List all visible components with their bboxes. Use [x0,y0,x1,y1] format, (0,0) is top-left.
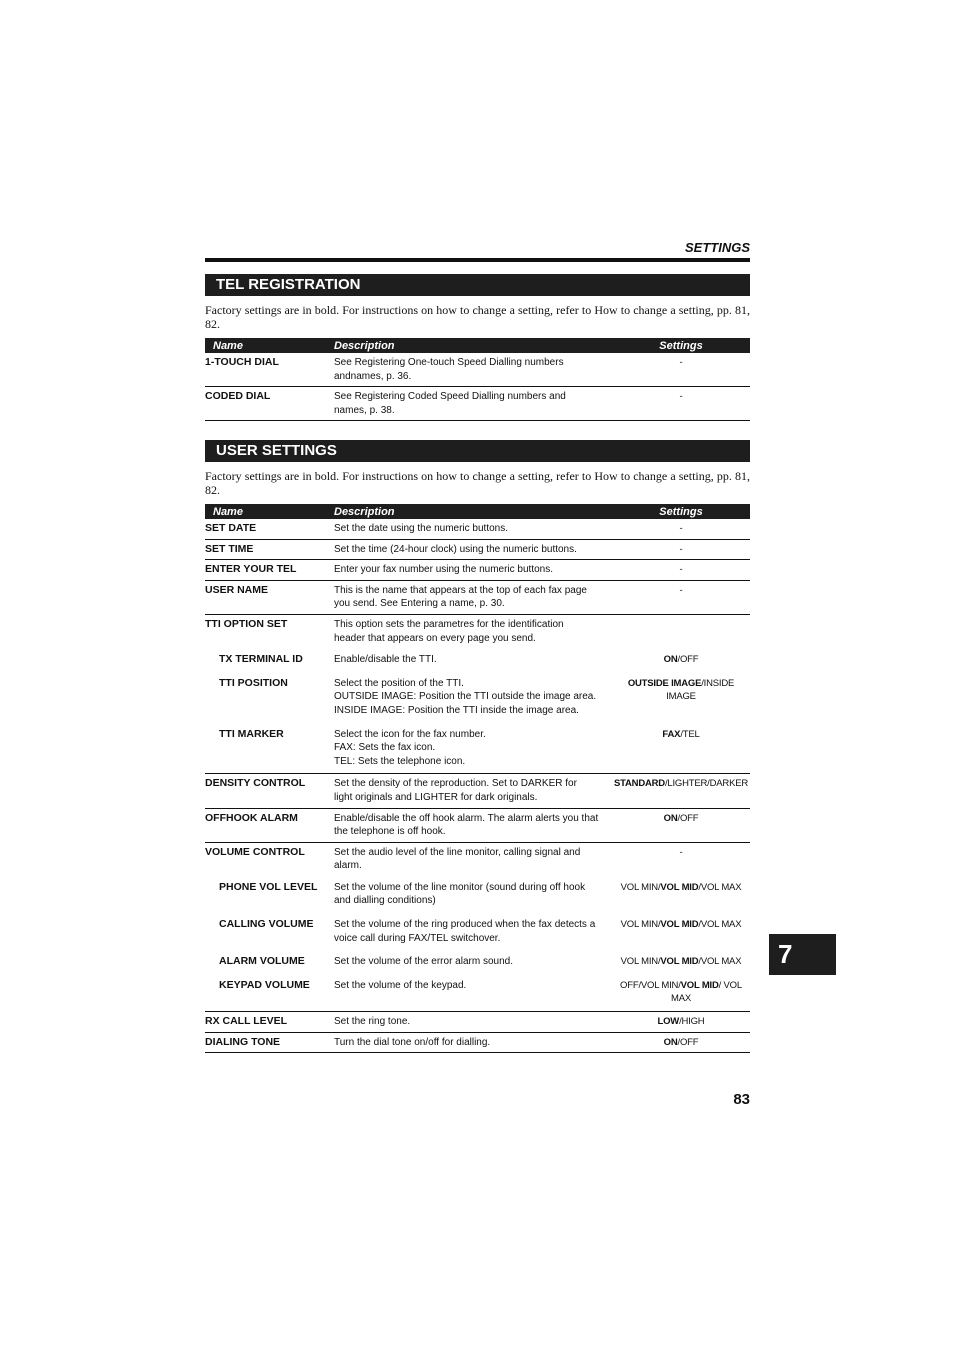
description-line: TEL: Sets the telephone icon. [334,755,466,767]
chapter-tab: 7 [769,934,836,975]
table-row [205,950,750,974]
setting-values [612,539,750,560]
column-header-settings: Settings [612,338,750,353]
setting-values [612,913,750,950]
description-line: Set the volume of the keypad. [334,979,467,991]
description-line: andnames, p. 36. [334,370,412,382]
setting-description [334,808,612,842]
setting-option: VOL MIN/ [620,956,661,968]
table-row [205,1012,750,1033]
description-line: alarm. [334,860,362,872]
setting-name: 1-TOUCH DIAL [205,353,334,387]
setting-name: DENSITY CONTROL [205,774,334,808]
setting-name: CALLING VOLUME [219,918,314,931]
factory-default-value: VOL MID [660,956,699,968]
setting-values [612,842,750,876]
table-row [205,774,750,808]
factory-default-value: STANDARD [613,778,665,790]
column-header-description: Description [334,338,612,353]
setting-option: - [679,357,683,368]
setting-name: RX CALL LEVEL [205,1012,334,1033]
description-line: Enable/disable the TTI. [334,654,437,666]
table-row [205,560,750,581]
setting-description [334,723,612,774]
setting-option: - [679,543,683,555]
table-row [205,974,750,1012]
description-line: Set the audio level of the line monitor, calling signal and [334,846,581,858]
setting-description [334,774,612,808]
description-line: names, p. 38. [334,404,395,416]
section-intro: Factory settings are in bold. For instructions on how to change a setting, refer to How to change a setting, pp. 81, 82. [205,303,750,331]
setting-option: VOL MIN/ [620,919,661,931]
setting-values [612,774,750,808]
table-row [205,539,750,560]
setting-description [334,950,612,974]
table-body [205,353,750,421]
description-line: Enable/disable the off hook alarm. The alarm alerts you that [334,812,599,824]
setting-name: TTI OPTION SET [205,617,288,630]
table-row [205,672,750,723]
description-line: This is the name that appears at the top of each fax page [334,584,587,596]
table-row [205,1032,750,1053]
description-line: header that appears on every page you send. [334,632,536,644]
column-header-name: Name [205,338,334,353]
setting-option: - [679,846,683,858]
factory-default-value: VOL MID [660,919,699,931]
column-header-settings: Settings [612,504,750,519]
setting-values [612,808,750,842]
setting-name: KEYPAD VOLUME [205,974,334,1012]
setting-description [334,387,612,421]
setting-values [612,950,750,974]
column-header-name: Name [205,504,334,519]
tel-registration-table [205,338,750,421]
setting-description [334,672,612,723]
setting-description [334,580,612,614]
setting-option: - [679,584,683,596]
factory-default-value: FAX [662,728,681,740]
setting-option: / VOL MAX [671,979,742,1005]
table-row [205,842,750,876]
description-line: Set the density of the reproduction. Set to DARKER for [334,778,577,790]
setting-option: - [679,523,683,534]
factory-default-value: ON [663,1036,678,1048]
setting-values [612,876,750,913]
setting-description [334,842,612,876]
setting-option: OFF/VOL MIN/ [620,979,681,991]
setting-description [334,1032,612,1053]
description-line: Enter your fax number using the numeric buttons. [334,564,554,576]
setting-option: /OFF [677,654,699,666]
setting-values [612,1012,750,1033]
factory-default-value: LOW [657,1016,680,1028]
description-line: OUTSIDE IMAGE: Position the TTI outside the image area. [334,691,597,703]
table-row [205,808,750,842]
setting-values [612,387,750,421]
column-header-description: Description [334,504,612,519]
description-line: Set the date using the numeric buttons. [334,523,508,534]
setting-name: TX TERMINAL ID [219,653,303,666]
description-line: Select the icon for the fax number. [334,728,486,740]
setting-description [334,560,612,581]
setting-description [334,519,612,539]
description-line: Set the volume of the line monitor (sound during off hook [334,881,586,893]
setting-values [612,353,750,387]
section-intro: Factory settings are in bold. For instructions on how to change a setting, refer to How to change a setting, pp. 81, 82. [205,469,750,497]
setting-option: - [679,564,683,576]
setting-option: /VOL MAX [698,956,742,968]
description-line: Set the ring tone. [334,1016,411,1028]
factory-default-value: ON [663,654,678,666]
user-settings-section [205,440,750,1053]
setting-name: OFFHOOK ALARM [205,808,334,842]
description-line: See Registering Coded Speed Dialling numbers and [334,391,566,403]
setting-description [334,614,612,648]
setting-option: /VOL MAX [698,919,742,931]
description-line: Turn the dial tone on/off for dialling. [334,1036,491,1048]
description-line: and dialling conditions) [334,895,436,907]
table-row [205,876,750,913]
setting-description [334,353,612,387]
table-row [205,519,750,539]
setting-name: SET DATE [205,519,334,539]
setting-name: SET TIME [205,539,334,560]
table-header [205,504,750,519]
setting-values [612,648,750,672]
setting-name: CODED DIAL [205,387,334,421]
setting-description [334,913,612,950]
setting-name: TTI MARKER [205,723,334,774]
table-row [205,648,750,672]
setting-description [334,876,612,913]
setting-name: DIALING TONE [205,1032,334,1053]
setting-option: /TEL [680,728,700,740]
section-title: TEL REGISTRATION [205,274,750,296]
setting-option: /LIGHTER/DARKER [664,778,749,790]
setting-option: /OFF [677,812,699,824]
table-row [205,580,750,614]
factory-default-value: VOL MID [680,979,719,991]
table-row [205,913,750,950]
setting-values [612,614,750,648]
setting-name: PHONE VOL LEVEL [219,880,318,893]
setting-values [612,723,750,774]
header-rule [205,258,750,262]
page-number: 83 [733,1091,750,1108]
setting-description [334,539,612,560]
tel-registration-section [205,274,750,421]
description-line: Set the time (24-hour clock) using the numeric buttons. [334,543,577,555]
table-header [205,338,750,353]
setting-option: /VOL MAX [698,881,742,893]
description-line: Set the volume of the ring produced when the fax detects a [334,919,596,931]
setting-values [612,974,750,1012]
setting-name: USER NAME [205,580,334,614]
description-line: the telephone is off hook. [334,826,446,838]
setting-name: TTI POSITION [219,676,288,689]
description-line: Set the volume of the error alarm sound. [334,956,513,968]
setting-option: VOL MIN/ [620,881,661,893]
setting-description [334,1012,612,1033]
setting-option: - [679,391,683,403]
setting-name: ALARM VOLUME [219,955,305,968]
setting-values [612,519,750,539]
setting-option: /OFF [677,1036,699,1048]
setting-values [612,1032,750,1053]
description-line: See Registering One-touch Speed Dialling numbers [334,357,564,368]
description-line: FAX: Sets the fax icon. [334,742,436,754]
setting-name: VOLUME CONTROL [205,845,305,858]
table-row [205,614,750,648]
setting-option: /INSIDE IMAGE [666,677,735,703]
description-line: INSIDE IMAGE: Position the TTI inside the image area. [334,704,579,716]
description-line: light originals and LIGHTER for dark originals. [334,791,538,803]
setting-name: ENTER YOUR TEL [205,560,334,581]
description-line: Select the position of the TTI. [334,677,464,689]
setting-values [612,580,750,614]
table-row [205,387,750,421]
setting-description [334,974,612,1012]
table-body [205,519,750,1053]
section-title: USER SETTINGS [205,440,750,462]
setting-values [612,672,750,723]
factory-default-value: VOL MID [660,881,699,893]
running-header: SETTINGS [684,240,750,255]
table-row [205,723,750,774]
setting-values [612,560,750,581]
setting-option: /HIGH [679,1016,705,1028]
description-line: voice call during FAX/TEL switchover. [334,932,501,944]
table-row [205,353,750,387]
user-settings-table [205,504,750,1053]
factory-default-value: OUTSIDE IMAGE [627,677,702,689]
setting-description [334,648,612,672]
description-line: This option sets the parametres for the identification [334,618,564,630]
factory-default-value: ON [663,812,678,824]
description-line: you send. See Entering a name, p. 30. [334,598,505,610]
